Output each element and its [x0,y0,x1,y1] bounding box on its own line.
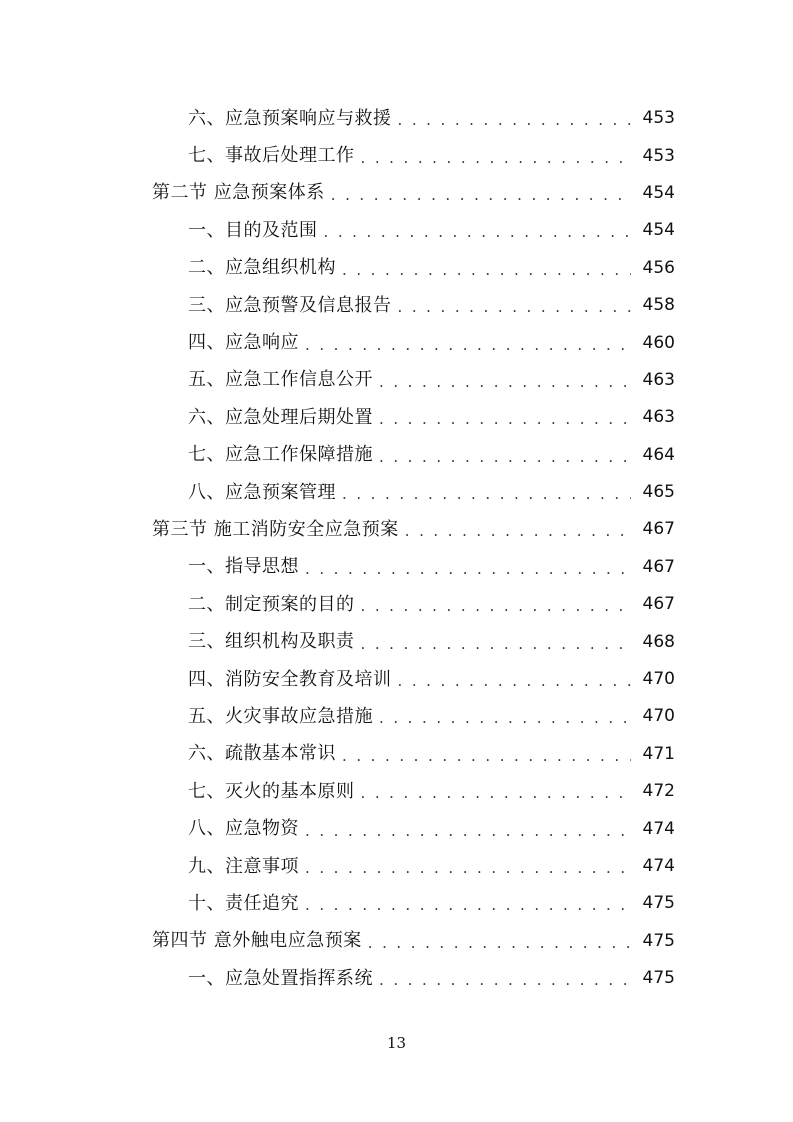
toc-entry-title: 四、应急响应 [188,332,299,354]
toc-entry[interactable] [0,474,793,511]
toc-entry-page: 467 [642,556,675,577]
toc-entry-page: 460 [642,332,675,353]
toc-entry-title: 七、灭火的基本原则 [188,780,355,802]
toc-entry-title: 七、应急工作保障措施 [188,444,373,466]
toc-section-entry[interactable] [0,175,793,212]
toc-entry-page: 470 [642,669,675,690]
toc-entry-title: 七、事故后处理工作 [188,145,355,167]
toc-entry[interactable] [0,960,793,997]
toc-entry-page: 470 [642,706,675,727]
toc-entry-page: 475 [642,893,675,914]
page-number: 13 [386,1034,407,1052]
dot-leader [305,562,631,577]
dot-leader [342,749,631,764]
toc-entry-page: 472 [642,781,675,802]
toc-entry-page: 474 [642,856,675,876]
toc-entry-page: 463 [642,407,675,428]
toc-entry-page: 467 [642,594,675,615]
toc-section-entry[interactable] [0,923,793,960]
dot-leader [361,637,632,652]
dot-leader [379,375,631,390]
dot-leader [331,188,631,203]
toc-entry-title: 一、目的及范围 [188,219,318,241]
toc-entry-title: 三、应急预警及信息报告 [188,294,392,316]
toc-entry[interactable] [0,736,793,773]
toc-entry[interactable] [0,623,793,660]
toc-entry[interactable] [0,549,793,586]
toc-entry-title: 五、应急工作信息公开 [188,369,373,391]
toc-entry-page: 475 [642,930,675,951]
dot-leader [379,711,631,726]
toc-entry-title: 六、应急预案响应与救援 [188,107,392,129]
toc-entry-title: 十、责任追究 [188,892,299,914]
toc-entry-title: 八、应急预案管理 [188,481,336,503]
dot-leader [398,674,632,689]
toc-entry-page: 454 [642,182,675,203]
dot-leader [379,973,631,988]
toc-entry-title: 一、应急处置指挥系统 [188,967,373,989]
toc-entry-page: 471 [642,743,675,764]
toc-entry[interactable] [0,212,793,249]
dot-leader [398,300,632,315]
toc-entry-page: 453 [642,145,675,166]
dot-leader [379,412,631,427]
toc-entry-page: 475 [642,968,675,989]
dot-leader [305,861,631,876]
dot-leader [305,824,631,839]
dot-leader [305,898,631,913]
toc-entry-page: 456 [642,257,675,278]
toc-entry[interactable] [0,362,793,399]
toc-entry-title: 五、火灾事故应急措施 [188,705,373,727]
toc-entry-title: 六、应急处理后期处置 [188,406,373,428]
toc-section-title: 第四节 意外触电应急预案 [152,930,362,952]
dot-leader [305,338,631,353]
toc-entry-page: 467 [642,519,675,540]
dot-leader [398,113,632,128]
toc-entry-page: 453 [642,108,675,129]
toc-entry-title: 二、制定预案的目的 [188,593,355,615]
toc-entry[interactable] [0,810,793,847]
toc-entry-page: 468 [642,631,675,652]
toc-entry[interactable] [0,137,793,174]
toc-section-title: 第二节 应急预案体系 [152,182,325,204]
toc-entry-page: 458 [642,295,675,316]
toc-entry-title: 二、应急组织机构 [188,257,336,279]
toc-entry[interactable] [0,848,793,885]
dot-leader [379,450,631,465]
toc-entry[interactable] [0,324,793,361]
toc-entry-page: 463 [642,369,675,390]
toc-entry[interactable] [0,100,793,137]
dot-leader [361,786,632,801]
dot-leader [361,599,632,614]
toc-entry-page: 465 [642,482,675,503]
dot-leader [324,225,632,240]
toc-entry[interactable] [0,698,793,735]
toc-section-entry[interactable] [0,511,793,548]
dot-leader [405,524,631,539]
dot-leader [361,151,632,166]
toc-entry[interactable] [0,586,793,623]
toc-entry[interactable] [0,661,793,698]
toc-entry-page: 454 [642,220,675,241]
toc-entry-title: 六、疏散基本常识 [188,743,336,765]
toc-entry[interactable] [0,437,793,474]
toc-entry-page: 464 [642,444,675,465]
toc-entry[interactable] [0,399,793,436]
toc-entry-page: 474 [642,818,675,839]
toc-entry[interactable] [0,250,793,287]
toc-entry-title: 三、组织机构及职责 [188,631,355,653]
toc-entry-title: 四、消防安全教育及培训 [188,668,392,690]
toc-entry-title: 九、注意事项 [188,855,299,877]
toc-entry[interactable] [0,885,793,922]
dot-leader [368,936,631,951]
table-of-contents [0,100,793,997]
toc-entry[interactable] [0,773,793,810]
toc-entry[interactable] [0,287,793,324]
toc-section-title: 第三节 施工消防安全应急预案 [152,518,399,540]
dot-leader [342,263,631,278]
toc-entry-title: 八、应急物资 [188,818,299,840]
dot-leader [342,487,631,502]
toc-entry-title: 一、指导思想 [188,556,299,578]
